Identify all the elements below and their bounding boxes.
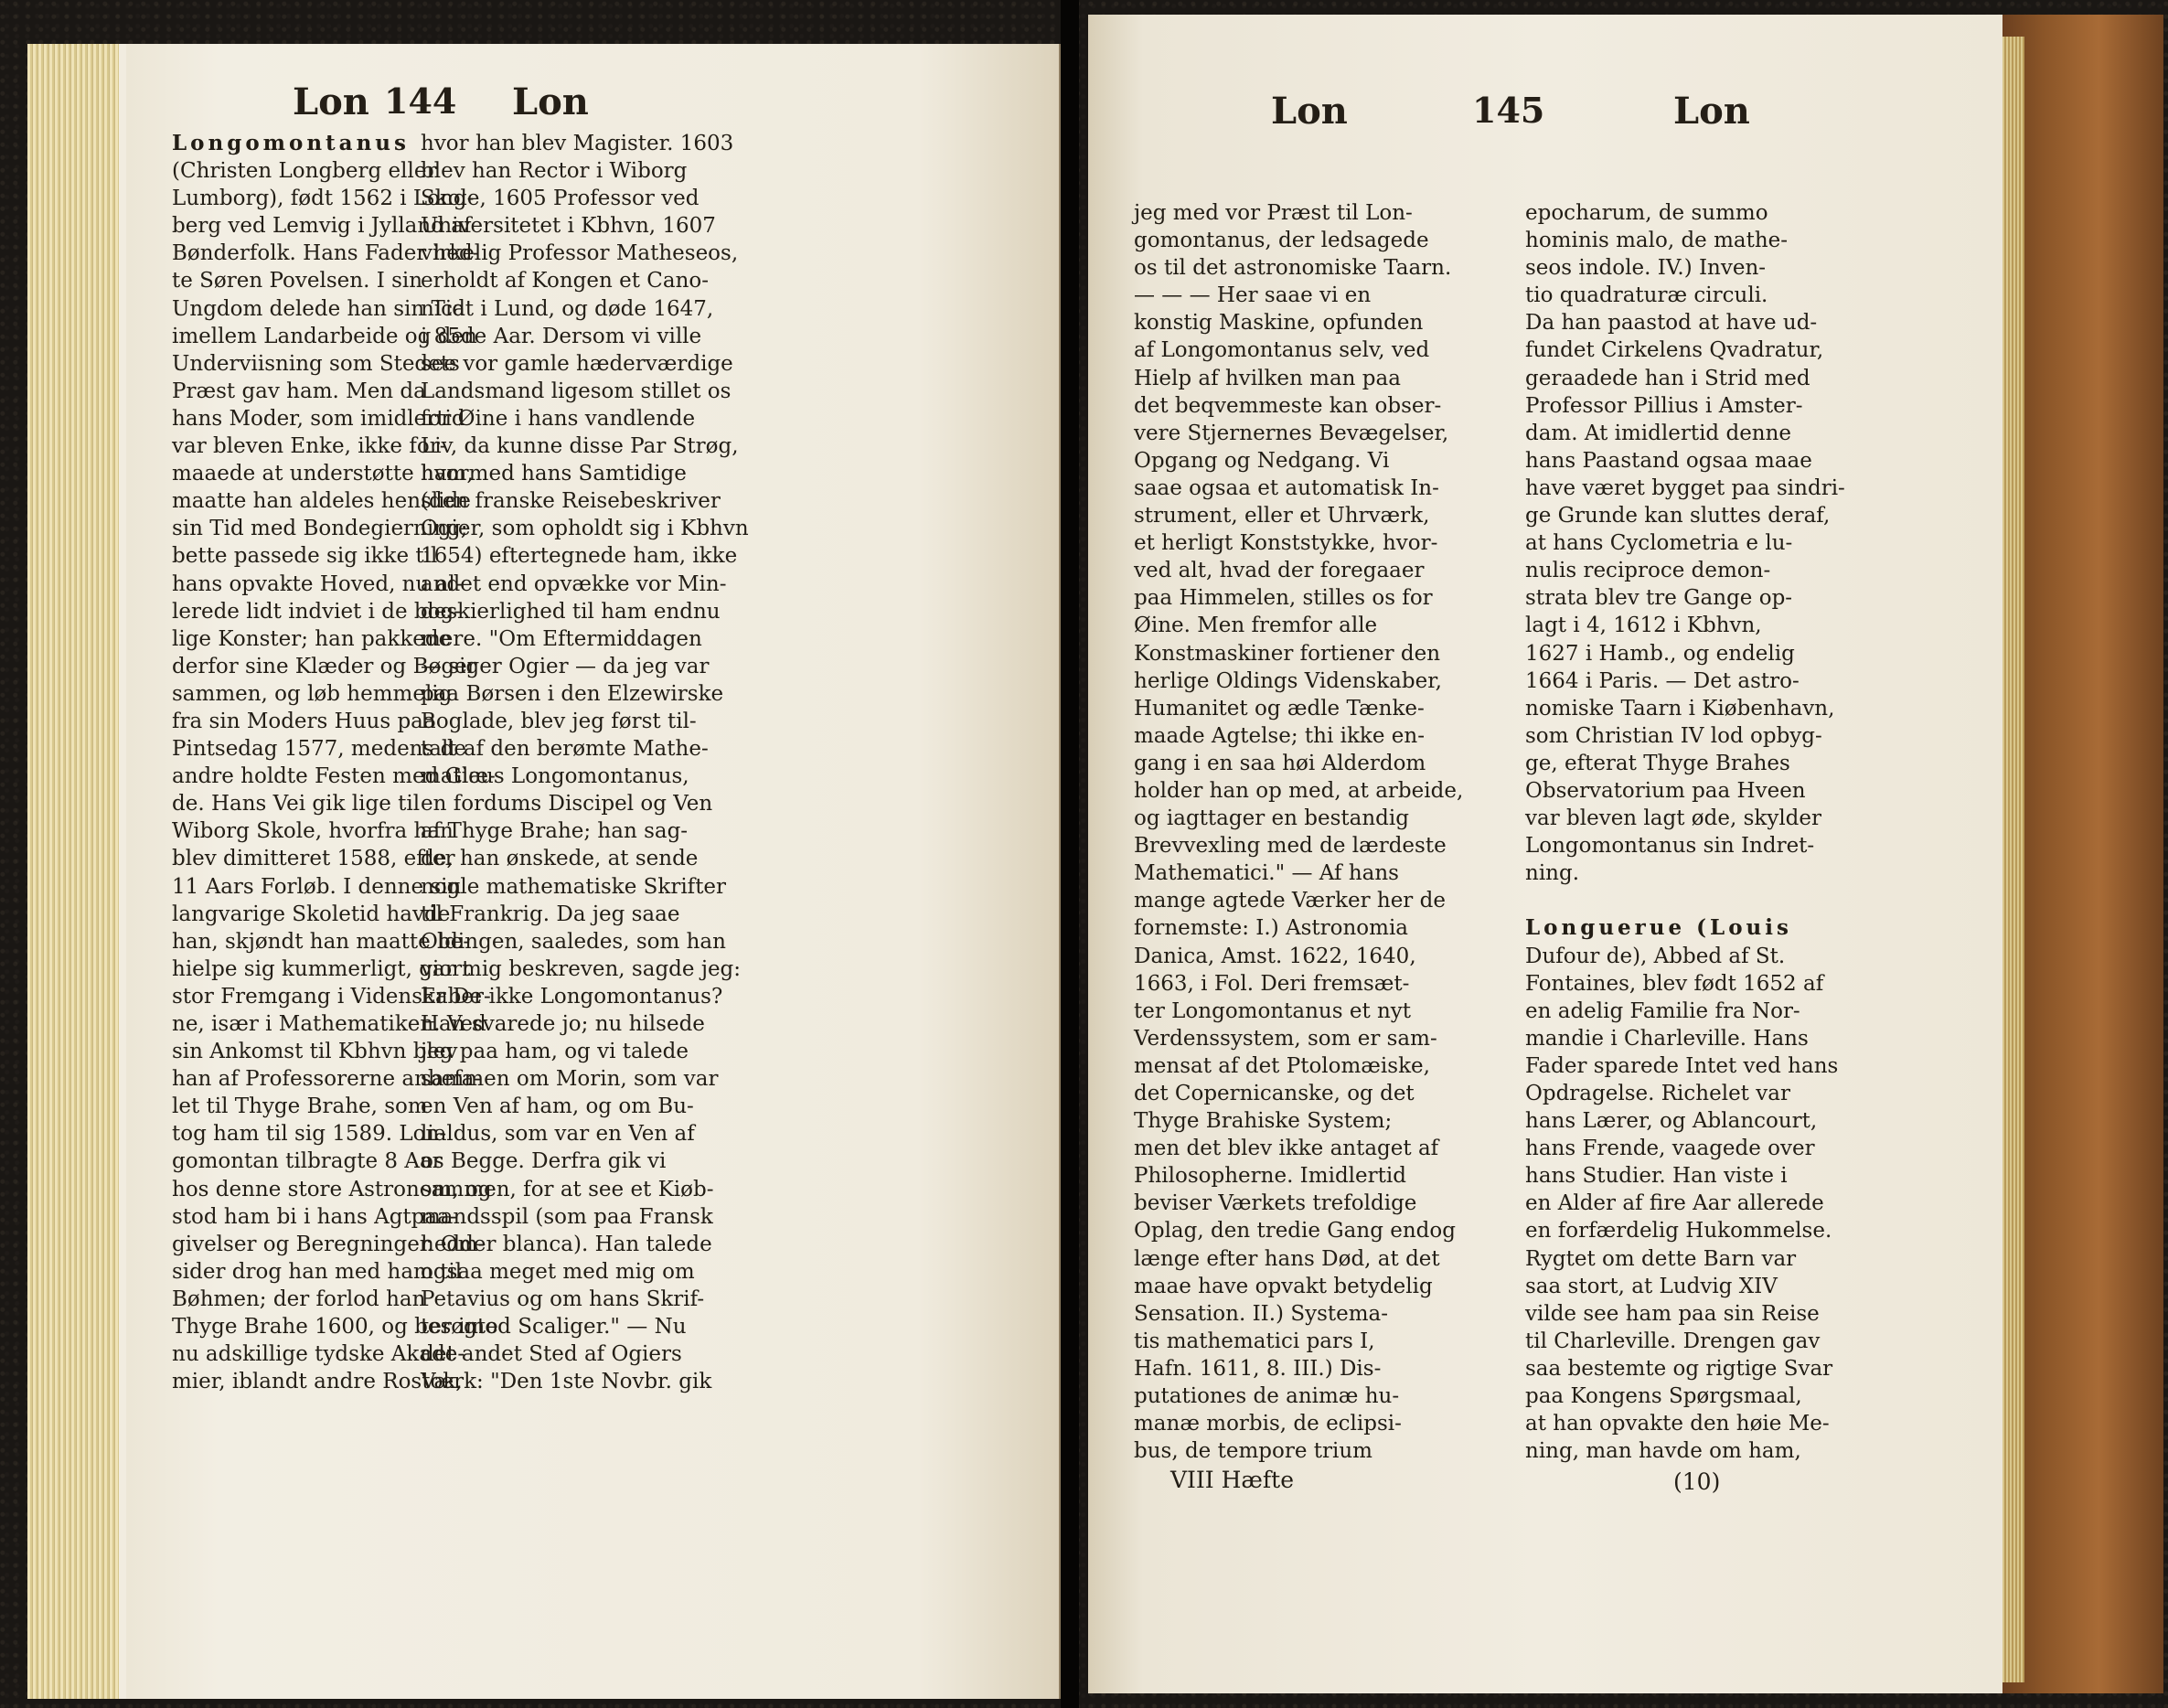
text-line: ter imod Scaliger." — Nu bbox=[421, 1315, 687, 1340]
left-page-running-head-left: Lon bbox=[293, 80, 369, 123]
text-line: imellem Landarbeide og den bbox=[172, 324, 477, 348]
text-line: Bøhmen; der forlod han bbox=[172, 1286, 426, 1311]
text-line: os til det astronomiske Taarn. bbox=[1134, 256, 1452, 281]
text-line: bus, de tempore trium bbox=[1134, 1439, 1372, 1464]
text-line: Longomontanus sin Indret- bbox=[1525, 834, 1815, 859]
text-line: maaede at understøtte ham, bbox=[172, 462, 474, 486]
text-line: hans Moder, som imidlertid bbox=[172, 406, 465, 431]
text-line: vilde see ham paa sin Reise bbox=[1525, 1301, 1820, 1326]
right-page-running-head-right: Lon bbox=[1673, 90, 1750, 133]
text-line: fundet Cirkelens Qvadratur, bbox=[1525, 338, 1824, 363]
text-line: stod ham bi i hans Agtpaa- bbox=[172, 1204, 457, 1229]
text-line: derfor sine Klæder og Bøger bbox=[172, 654, 477, 678]
text-line: hans Lærer, og Ablancourt, bbox=[1525, 1109, 1818, 1134]
text-line: saae ogsaa et automatisk In- bbox=[1134, 475, 1439, 500]
text-line: (den franske Reisebeskriver bbox=[421, 489, 721, 514]
text-line: gang i en saa høi Alderdom bbox=[1134, 751, 1426, 775]
text-line: Universitetet i Kbhvn, 1607 bbox=[421, 214, 716, 239]
text-line: 1627 i Hamb., og endelig bbox=[1525, 641, 1795, 666]
text-line: og iagttager en bestandig bbox=[1134, 806, 1409, 831]
text-line bbox=[1525, 887, 1845, 914]
text-line: os Begge. Derfra gik vi bbox=[421, 1149, 667, 1174]
text-line: bette passede sig ikke til bbox=[172, 544, 438, 569]
text-line: strument, eller et Uhrværk, bbox=[1134, 504, 1430, 528]
text-line: ning. bbox=[1525, 861, 1580, 886]
text-line: have været bygget paa sindri- bbox=[1525, 475, 1845, 500]
text-line: dam. At imidlertid denne bbox=[1525, 421, 1792, 445]
text-line: af Thyge Brahe; han sag- bbox=[421, 819, 689, 844]
text-line: Værk: "Den 1ste Novbr. gik bbox=[421, 1370, 712, 1394]
text-line: hans opvakte Hoved, nu al- bbox=[172, 571, 463, 596]
text-line: Konstmaskiner fortiener den bbox=[1134, 641, 1441, 666]
text-line: Hielp af hvilken man paa bbox=[1134, 366, 1401, 390]
text-line: Underviisning som Stedets bbox=[172, 351, 460, 376]
text-line: en forfærdelig Hukommelse. bbox=[1525, 1219, 1832, 1244]
text-line: saa bestemte og rigtige Svar bbox=[1525, 1356, 1833, 1381]
text-line: sider drog han med ham til bbox=[172, 1259, 463, 1284]
text-line: til Frankrig. Da jeg saae bbox=[421, 902, 680, 926]
text-line: Thyge Brahiske System; bbox=[1134, 1109, 1393, 1134]
text-line: hans Frende, vaagede over bbox=[1525, 1137, 1815, 1161]
text-line: Philosopherne. Imidlertid bbox=[1134, 1164, 1406, 1189]
text-line: jeg paa ham, og vi talede bbox=[421, 1040, 689, 1064]
text-line: talt af den berømte Mathe- bbox=[421, 737, 709, 762]
text-line: Er De ikke Longomontanus? bbox=[421, 984, 723, 1009]
text-line: (Christen Longberg eller bbox=[172, 159, 437, 184]
text-line: blev dimitteret 1588, efter bbox=[172, 847, 455, 871]
text-line: te Søren Povelsen. I sin bbox=[172, 269, 423, 294]
text-line: mange agtede Værker her de bbox=[1134, 889, 1446, 913]
text-line: var bleven Enke, ikke for- bbox=[172, 434, 447, 459]
text-line: jeg med vor Præst til Lon- bbox=[1134, 201, 1413, 225]
text-line: de, han ønskede, at sende bbox=[421, 847, 699, 871]
right-page-number: 145 bbox=[1472, 90, 1545, 131]
text-line: men det blev ikke antaget af bbox=[1134, 1137, 1439, 1161]
text-line: hedder blanca). Han talede bbox=[421, 1232, 712, 1256]
text-line: — — — Her saae vi en bbox=[1134, 283, 1372, 308]
text-line: Oldingen, saaledes, som han bbox=[421, 929, 726, 954]
text-line: ne, især i Mathematiken. Ved bbox=[172, 1012, 486, 1036]
text-line: Wiborg Skole, hvorfra han bbox=[172, 819, 454, 844]
text-line: erholdt af Kongen et Cano- bbox=[421, 269, 710, 294]
text-line: lialdus, som var en Ven af bbox=[421, 1122, 695, 1147]
text-line: Fader sparede Intet ved hans bbox=[1525, 1053, 1839, 1078]
text-line: nu adskillige tydske Akade- bbox=[172, 1342, 465, 1367]
text-line: nulis reciproce demon- bbox=[1525, 559, 1771, 583]
text-line: hominis malo, de mathe- bbox=[1525, 229, 1789, 253]
text-line: et herligt Konststykke, hvor- bbox=[1134, 531, 1438, 556]
text-line: Longomontanus bbox=[172, 131, 410, 155]
text-line: han af Professorerne anbefa- bbox=[172, 1067, 482, 1092]
text-line: stor Fremgang i Videnskaber- bbox=[172, 984, 491, 1009]
text-line: en Ven af ham, og om Bu- bbox=[421, 1094, 694, 1119]
text-line: ning, man havde om ham, bbox=[1525, 1439, 1801, 1464]
left-page-running-head-right: Lon bbox=[512, 80, 589, 123]
text-line: epocharum, de summo bbox=[1525, 201, 1768, 225]
text-line: Verdenssystem, som er sam- bbox=[1134, 1026, 1437, 1051]
text-line: en Alder af fire Aar allerede bbox=[1525, 1191, 1824, 1216]
book-cover bbox=[2002, 15, 2163, 1693]
text-line: hans Studier. Han viste i bbox=[1525, 1164, 1788, 1189]
text-line: Boglade, blev jeg først til- bbox=[421, 709, 697, 733]
text-line: Opgang og Nedgang. Vi bbox=[1134, 448, 1390, 473]
text-line: Øine. Men fremfor alle bbox=[1134, 614, 1378, 638]
text-line: beviser Værkets trefoldige bbox=[1134, 1191, 1417, 1216]
text-line: ter Longomontanus et nyt bbox=[1134, 998, 1412, 1023]
text-line: Ungdom delede han sin Tid bbox=[172, 296, 465, 321]
page-edges bbox=[2002, 37, 2024, 1682]
text-line: han, skjøndt han maatte be- bbox=[172, 929, 471, 954]
text-line: hvormed hans Samtidige bbox=[421, 462, 687, 486]
text-line: Pintsedag 1577, medens de bbox=[172, 737, 466, 762]
text-line: Dufour de), Abbed af St. bbox=[1525, 944, 1786, 968]
text-line: Bønderfolk. Hans Fader hed- bbox=[172, 241, 480, 266]
text-line: 11 Aars Forløb. I denne sin bbox=[172, 874, 462, 899]
text-line: Skole, 1605 Professor ved bbox=[421, 187, 700, 211]
left-page-column-2 bbox=[421, 130, 749, 1395]
text-line: mere. "Om Eftermiddagen bbox=[421, 626, 702, 651]
text-line: see vor gamle hæderværdige bbox=[421, 351, 733, 376]
text-line: lerede lidt indviet i de bog- bbox=[172, 599, 461, 624]
text-line: mier, iblandt andre Rostok, bbox=[172, 1370, 463, 1394]
right-page-sheet-number: (10) bbox=[1673, 1468, 1721, 1495]
text-line: gomontanus, der ledsagede bbox=[1134, 229, 1429, 253]
text-line: andre holdte Festen med Glæ- bbox=[172, 764, 496, 789]
text-line: strata blev tre Gange op- bbox=[1525, 586, 1793, 611]
text-line: maae have opvakt betydelig bbox=[1134, 1274, 1433, 1298]
text-line: herlige Oldings Videnskaber, bbox=[1134, 668, 1442, 693]
text-line: Sensation. II.) Systema- bbox=[1134, 1301, 1389, 1326]
text-line: andet end opvække vor Min- bbox=[421, 571, 727, 596]
text-line: det Copernicanske, og det bbox=[1134, 1082, 1415, 1105]
text-line: langvarige Skoletid havde bbox=[172, 902, 451, 926]
right-page bbox=[1088, 15, 2002, 1693]
text-line: givelser og Beregninger. Om- bbox=[172, 1232, 486, 1256]
text-line: saa stort, at Ludvig XIV bbox=[1525, 1274, 1778, 1298]
text-line: putationes de animæ hu- bbox=[1134, 1384, 1400, 1409]
text-line: sin Tid med Bondegierning; bbox=[172, 517, 468, 541]
text-line: Mathematici." — Af hans bbox=[1134, 861, 1399, 886]
scan-divider bbox=[1061, 0, 1079, 1708]
text-line: at han opvakte den høie Me- bbox=[1525, 1412, 1830, 1436]
text-line: mandie i Charleville. Hans bbox=[1525, 1026, 1809, 1051]
text-line: paa Himmelen, stilles os for bbox=[1134, 586, 1433, 611]
text-line: Landsmand ligesom stillet os bbox=[421, 379, 732, 403]
text-line: sammen om Morin, som var bbox=[421, 1067, 719, 1092]
text-line: Hafn. 1611, 8. III.) Dis- bbox=[1134, 1356, 1382, 1381]
text-line: ge Grunde kan sluttes deraf, bbox=[1525, 504, 1831, 528]
text-line: at hans Cyclometria e lu- bbox=[1525, 531, 1793, 556]
text-line: sammen, og løb hemmelig bbox=[172, 681, 453, 706]
text-line: Ogier, som opholdt sig i Kbhvn bbox=[421, 517, 749, 541]
left-page-number: 144 bbox=[384, 80, 457, 122]
text-line: fornemste: I.) Astronomia bbox=[1134, 916, 1409, 941]
text-line: paa Kongens Spørgsmaal, bbox=[1525, 1384, 1802, 1409]
text-line: Rygtet om dette Barn var bbox=[1525, 1246, 1797, 1271]
text-line: hos denne store Astronom, og bbox=[172, 1177, 492, 1201]
text-line: hans Paastand ogsaa maae bbox=[1525, 448, 1812, 473]
text-line: tog ham til sig 1589. Lon- bbox=[172, 1122, 447, 1147]
text-line: nomiske Taarn i Kiøbenhavn, bbox=[1525, 696, 1835, 721]
text-line: deskierlighed til ham endnu bbox=[421, 599, 721, 624]
text-line: en adelig Familie fra Nor- bbox=[1525, 998, 1800, 1023]
text-line: fra sin Moders Huus paa bbox=[172, 709, 436, 733]
text-line: sammen, for at see et Kiøb- bbox=[421, 1177, 714, 1201]
text-line: Danica, Amst. 1622, 1640, bbox=[1134, 944, 1416, 968]
text-line: virkelig Professor Matheseos, bbox=[421, 241, 739, 266]
text-line: maticus Longomontanus, bbox=[421, 764, 689, 789]
text-line: holder han op med, at arbeide, bbox=[1134, 778, 1464, 803]
text-line: mensat af det Ptolomæiske, bbox=[1134, 1053, 1430, 1078]
text-line: maatte han aldeles henslide bbox=[172, 489, 471, 514]
text-line: Brevvexling med de lærdeste bbox=[1134, 834, 1447, 859]
text-line: Da han paastod at have ud- bbox=[1525, 311, 1818, 336]
right-page-signature-mark: VIII Hæfte bbox=[1170, 1467, 1295, 1493]
text-line: 1654) eftertegnede ham, ikke bbox=[421, 544, 738, 569]
text-line: i 85de Aar. Dersom vi ville bbox=[421, 324, 702, 348]
text-line: af Longomontanus selv, ved bbox=[1134, 338, 1430, 363]
text-line: berg ved Lemvig i Jylland af bbox=[172, 214, 472, 239]
text-line: Oplag, den tredie Gang endog bbox=[1134, 1219, 1456, 1244]
text-line: Præst gav ham. Men da bbox=[172, 379, 426, 403]
text-line: konstig Maskine, opfunden bbox=[1134, 311, 1424, 336]
text-line: til Charleville. Drengen gav bbox=[1525, 1329, 1821, 1353]
right-page-column-1 bbox=[1134, 199, 1463, 1465]
text-line: geraadede han i Strid med bbox=[1525, 366, 1810, 390]
text-line: de. Hans Vei gik lige til bbox=[172, 792, 421, 817]
text-line: — siger Ogier — da jeg var bbox=[421, 654, 710, 678]
text-line: nicat i Lund, og døde 1647, bbox=[421, 296, 714, 321]
text-line: vere Stjernernes Bevægelser, bbox=[1134, 421, 1449, 445]
text-line: Lumborg), født 1562 i Long- bbox=[172, 187, 475, 211]
text-line: en fordums Discipel og Ven bbox=[421, 792, 713, 817]
text-line: Liv, da kunne disse Par Strøg, bbox=[421, 434, 739, 459]
text-line: som Christian IV lod opbyg- bbox=[1525, 723, 1822, 748]
text-line: manæ morbis, de eclipsi- bbox=[1134, 1412, 1402, 1436]
text-line: blev han Rector i Wiborg bbox=[421, 159, 688, 184]
text-line: tio quadraturæ circuli. bbox=[1525, 283, 1768, 308]
text-line: Thyge Brahe 1600, og besøgte bbox=[172, 1315, 498, 1340]
text-line: det andet Sted af Ogiers bbox=[421, 1342, 682, 1367]
text-line: for Øine i hans vandlende bbox=[421, 406, 696, 431]
text-line: hielpe sig kummerligt, giort bbox=[172, 956, 471, 981]
text-line: Fontaines, blev født 1652 af bbox=[1525, 971, 1824, 996]
text-line: let til Thyge Brahe, som bbox=[172, 1094, 428, 1119]
text-line: Observatorium paa Hveen bbox=[1525, 778, 1806, 803]
text-line: 1663, i Fol. Deri fremsæt- bbox=[1134, 971, 1410, 996]
text-line: mandsspil (som paa Fransk bbox=[421, 1204, 713, 1229]
text-line: nogle mathematiske Skrifter bbox=[421, 874, 727, 899]
text-line: Opdragelse. Richelet var bbox=[1525, 1082, 1790, 1105]
text-line: Petavius og om hans Skrif- bbox=[421, 1286, 705, 1311]
text-line: det beqvemmeste kan obser- bbox=[1134, 393, 1442, 418]
left-page bbox=[27, 44, 1062, 1699]
text-line: seos indole. IV.) Inven- bbox=[1525, 256, 1767, 281]
text-line: 1664 i Paris. — Det astro- bbox=[1525, 668, 1800, 693]
text-line: paa Børsen i den Elzewirske bbox=[421, 681, 724, 706]
text-line: ved alt, hvad der foregaaer bbox=[1134, 559, 1425, 583]
text-line: lige Konster; han pakkede bbox=[172, 626, 452, 651]
text-line: maade Agtelse; thi ikke en- bbox=[1134, 723, 1425, 748]
text-line: sin Ankomst til Kbhvn blev bbox=[172, 1040, 458, 1064]
right-page-running-head-left: Lon bbox=[1271, 90, 1348, 133]
text-line: var mig beskreven, sagde jeg: bbox=[421, 956, 742, 981]
right-page-column-2 bbox=[1525, 199, 1845, 1465]
text-line: Han svarede jo; nu hilsede bbox=[421, 1012, 705, 1036]
text-line: tis mathematici pars I, bbox=[1134, 1329, 1375, 1353]
text-line: lagt i 4, 1612 i Kbhvn, bbox=[1525, 614, 1762, 638]
text-line: længe efter hans Død, at det bbox=[1134, 1246, 1440, 1271]
text-line: ogsaa meget med mig om bbox=[421, 1259, 695, 1284]
text-line: gomontan tilbragte 8 Aar bbox=[172, 1149, 443, 1174]
text-line: hvor han blev Magister. 1603 bbox=[421, 132, 734, 155]
text-line: ge, efterat Thyge Brahes bbox=[1525, 751, 1790, 775]
text-line: Longuerue (Louis bbox=[1525, 915, 1792, 941]
text-line: Humanitet og ædle Tænke- bbox=[1134, 696, 1425, 721]
text-line: Professor Pillius i Amster- bbox=[1525, 393, 1803, 418]
text-line: var bleven lagt øde, skylder bbox=[1525, 806, 1821, 831]
